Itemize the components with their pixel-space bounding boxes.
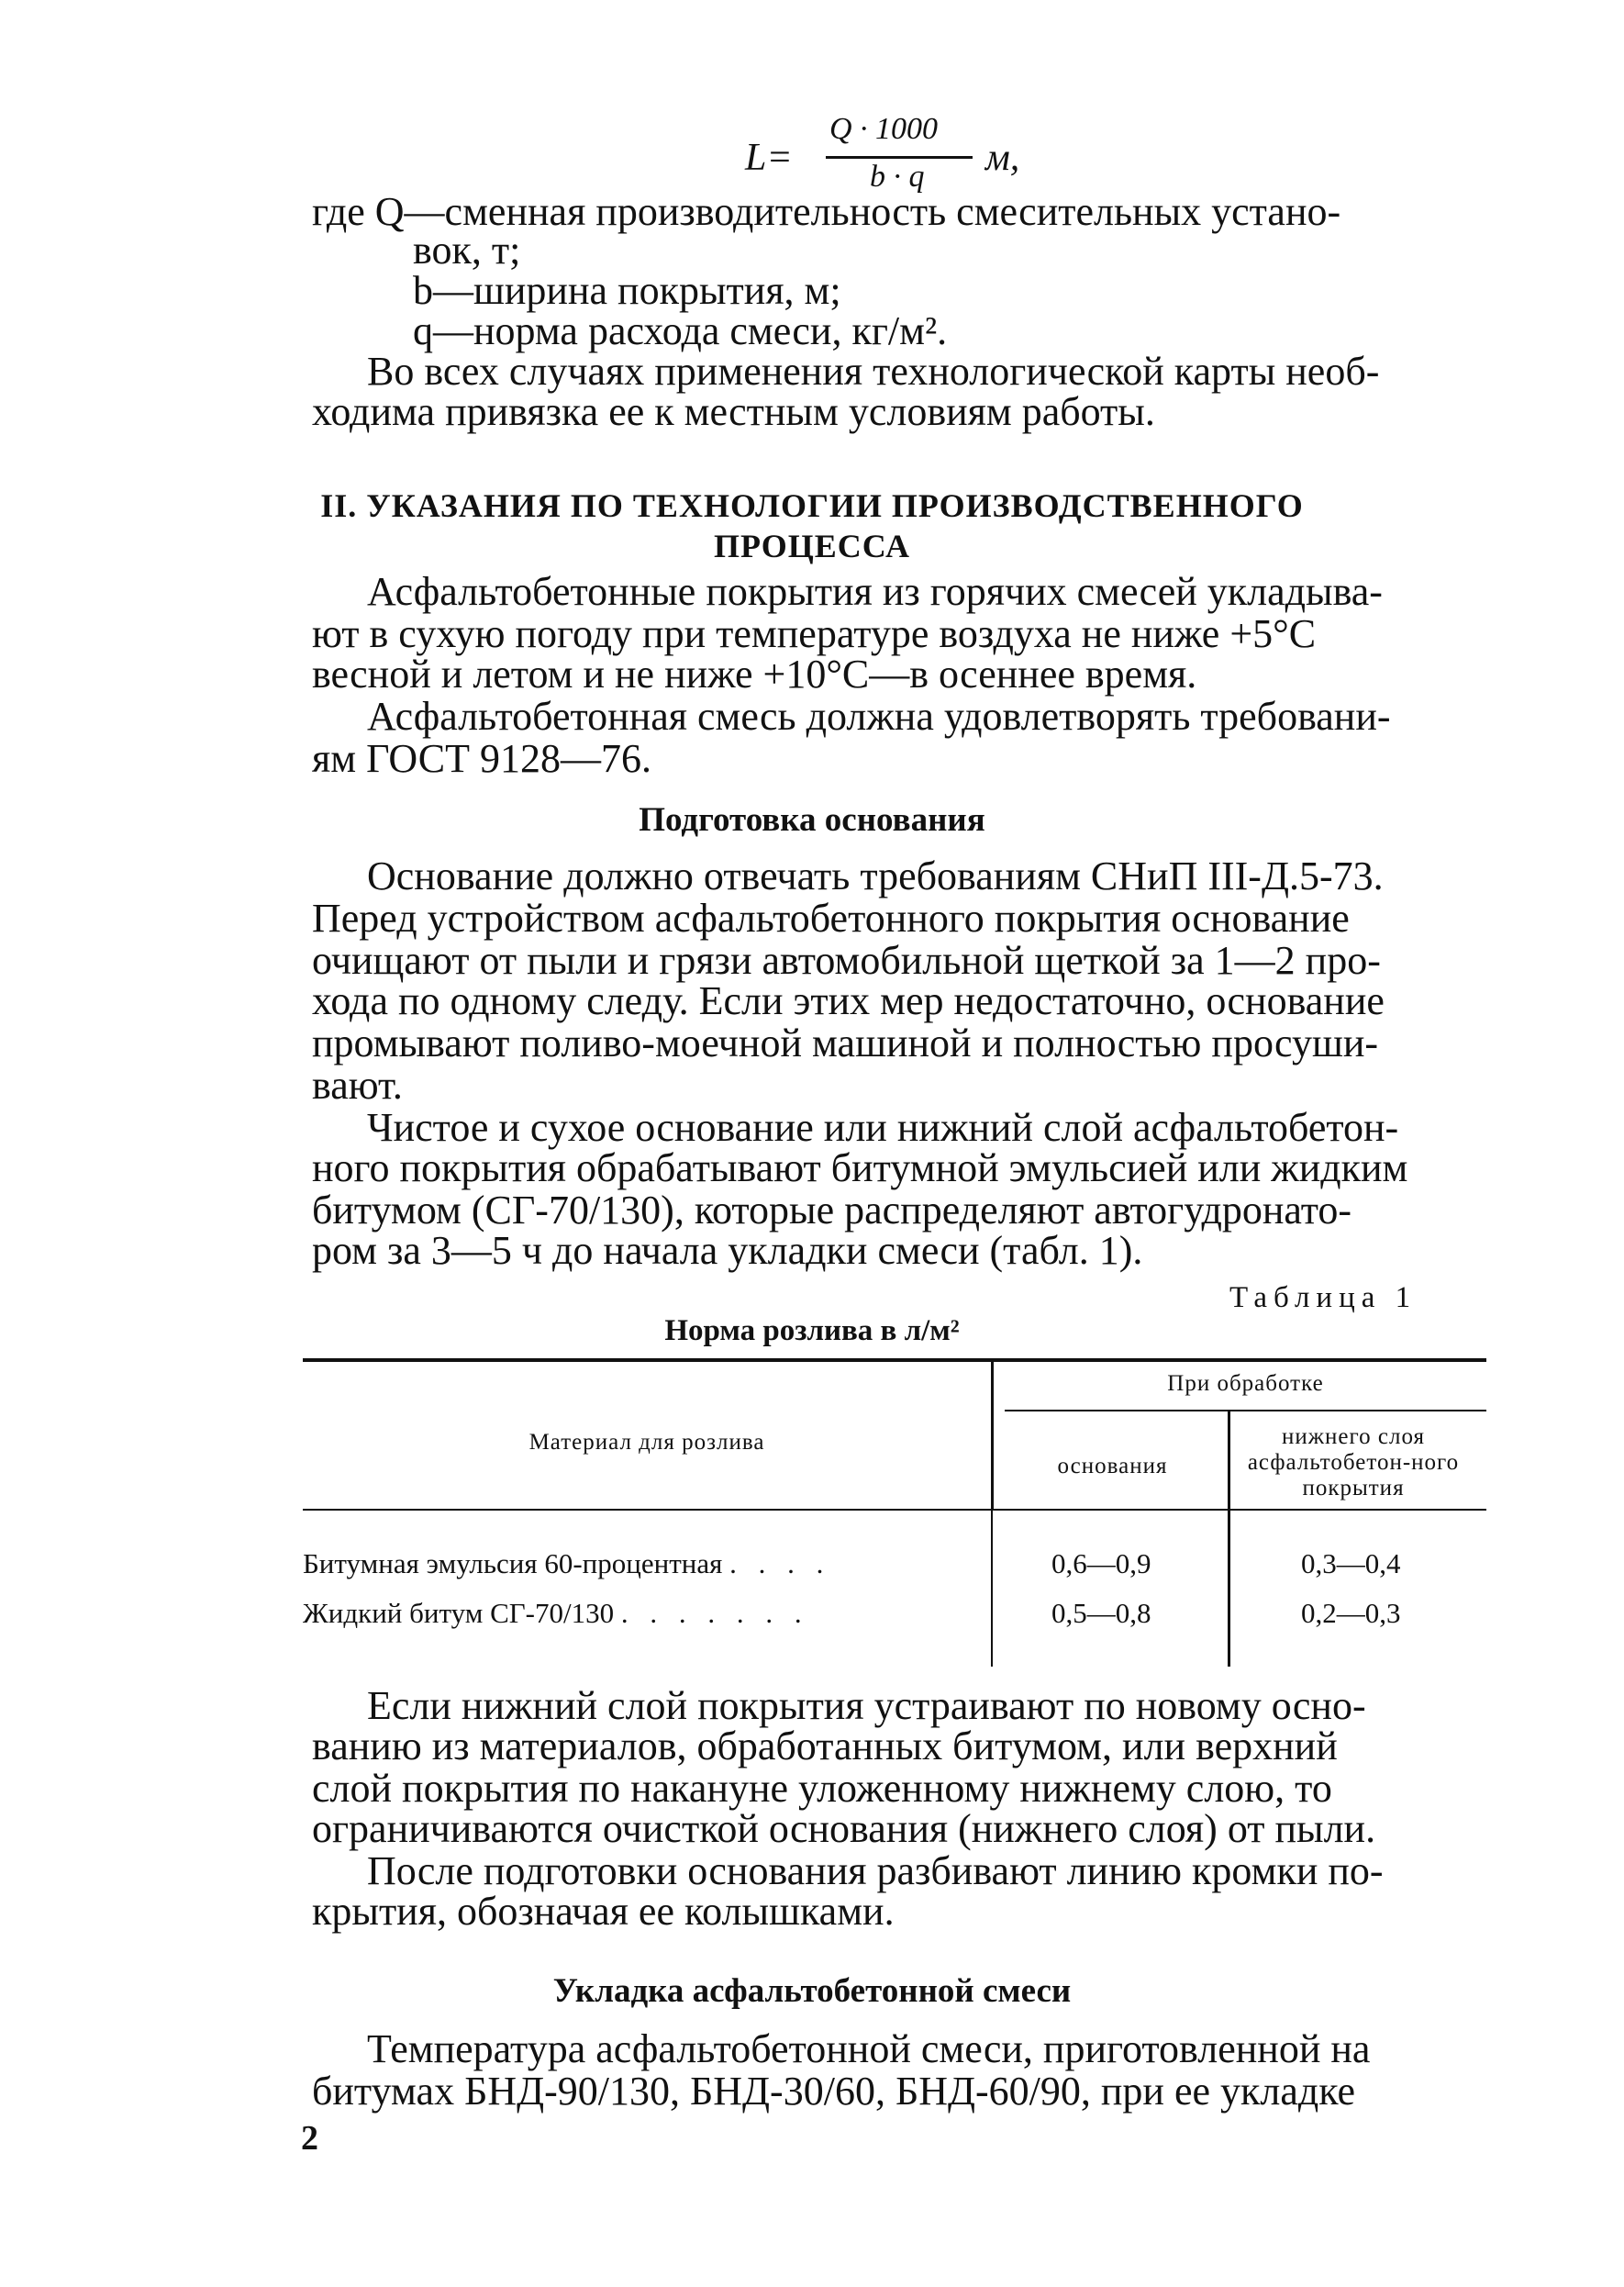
- paragraph-line: промывают поливо-моечной машиной и полностью просуши-: [312, 1021, 1379, 1065]
- formula-denominator: b · q: [870, 160, 925, 194]
- formula-lhs: L=: [745, 137, 793, 179]
- paragraph-line: ванию из материалов, обработанных битумом, или верхний: [312, 1724, 1338, 1768]
- table-top-rule: [303, 1358, 1486, 1362]
- subsection-title: Укладка асфальтобетонной смеси: [552, 1972, 1072, 2010]
- table-title: Норма розлива в л/м²: [664, 1314, 960, 1347]
- formula-unit: м,: [985, 137, 1020, 179]
- table-divider: [991, 1362, 994, 1509]
- definition-line: где Q—сменная производительность смесительных устано-: [312, 189, 1341, 234]
- section-title: ПРОЦЕССА: [714, 528, 910, 564]
- paragraph-line: Во всех случаях применения технологической карты необ-: [367, 349, 1380, 394]
- paragraph-line: вают.: [312, 1063, 403, 1108]
- paragraph-line: хода по одному следу. Если этих мер недостаточно, основание: [312, 978, 1385, 1023]
- table-label: Таблица 1: [1229, 1281, 1418, 1314]
- paragraph-line: ного покрытия обрабатывают битумной эмульсией или жидким: [312, 1145, 1408, 1190]
- paragraph-line: ям ГОСТ 9128—76.: [312, 736, 651, 781]
- paragraph-line: весной и летом и не ниже +10°С—в осеннее время.: [312, 652, 1197, 697]
- formula-numerator: Q · 1000: [829, 112, 939, 146]
- paragraph-line: ограничиваются очисткой основания (нижнего слоя) от пыли.: [312, 1806, 1376, 1851]
- definition-line: q—норма расхода смеси, кг/м².: [413, 308, 948, 353]
- paragraph-line: битумом (СГ-70/130), которые распределяют автогудронато-: [312, 1188, 1352, 1233]
- fraction-bar: [826, 156, 973, 159]
- table-header-rule: [303, 1509, 1486, 1511]
- page-number: 2: [301, 2119, 318, 2158]
- table-header-lower-layer: нижнего слоя асфальтобетон-ного покрытия: [1247, 1424, 1460, 1500]
- paragraph-line: Чистое и сухое основание или нижний слой асфальтобетон-: [367, 1105, 1399, 1150]
- paragraph-line: битумах БНД-90/130, БНД-30/60, БНД-60/90, при ее укладке: [312, 2069, 1356, 2114]
- definition-line: вок, т;: [413, 228, 521, 273]
- length-formula: [745, 110, 1075, 202]
- table-cell-lower: 0,2—0,3: [1301, 1597, 1401, 1629]
- table-divider: [1228, 1511, 1230, 1667]
- paragraph-line: ходима привязка ее к местным условиям работы.: [312, 389, 1155, 434]
- paragraph-line: слой покрытия по накануне уложенному нижнему слою, то: [312, 1766, 1332, 1811]
- paragraph-line: Основание должно отвечать требованиям СНиП III-Д.5-73.: [367, 853, 1384, 898]
- table-cell-lower: 0,3—0,4: [1301, 1547, 1401, 1579]
- table-row-material: Битумная эмульсия 60-процентная . . . .: [303, 1547, 831, 1579]
- table-header-material: Материал для розлива: [528, 1430, 765, 1455]
- paragraph-line: ют в сухую погоду при температуре воздуха не ниже +5°С: [312, 611, 1317, 656]
- table-header-base: основания: [1057, 1454, 1168, 1478]
- paragraph-line: Перед устройством асфальтобетонного покрытия основание: [312, 896, 1350, 941]
- paragraph-line: Если нижний слой покрытия устраивают по новому осно-: [367, 1683, 1366, 1728]
- table-divider: [991, 1511, 993, 1667]
- table-cell-base: 0,5—0,8: [1051, 1597, 1151, 1629]
- definition-line: b—ширина покрытия, м;: [413, 268, 841, 313]
- paragraph-line: Температура асфальтобетонной смеси, приготовленной на: [367, 2026, 1371, 2071]
- table-cell-base: 0,6—0,9: [1051, 1547, 1151, 1579]
- paragraph-line: Асфальтобетонные покрытия из горячих смесей укладыва-: [367, 569, 1383, 614]
- table-group-rule: [1005, 1410, 1486, 1411]
- paragraph-line: очищают от пыли и грязи автомобильной щеткой за 1—2 про-: [312, 938, 1381, 983]
- table-row-material: Жидкий битум СГ-70/130 . . . . . . .: [303, 1597, 809, 1629]
- paragraph-line: ром за 3—5 ч до начала укладки смеси (табл. 1).: [312, 1228, 1143, 1273]
- subsection-title: Подготовка основания: [639, 801, 985, 839]
- paragraph-line: Асфальтобетонная смесь должна удовлетворять требовани-: [367, 694, 1391, 739]
- paragraph-line: крытия, обозначая ее колышками.: [312, 1889, 895, 1934]
- section-title: II. УКАЗАНИЯ ПО ТЕХНОЛОГИИ ПРОИЗВОДСТВЕННОГО: [320, 487, 1304, 524]
- table-divider: [1228, 1411, 1230, 1509]
- paragraph-line: После подготовки основания разбивают линию кромки по-: [367, 1848, 1384, 1893]
- table-header-group: При обработке: [1167, 1371, 1324, 1396]
